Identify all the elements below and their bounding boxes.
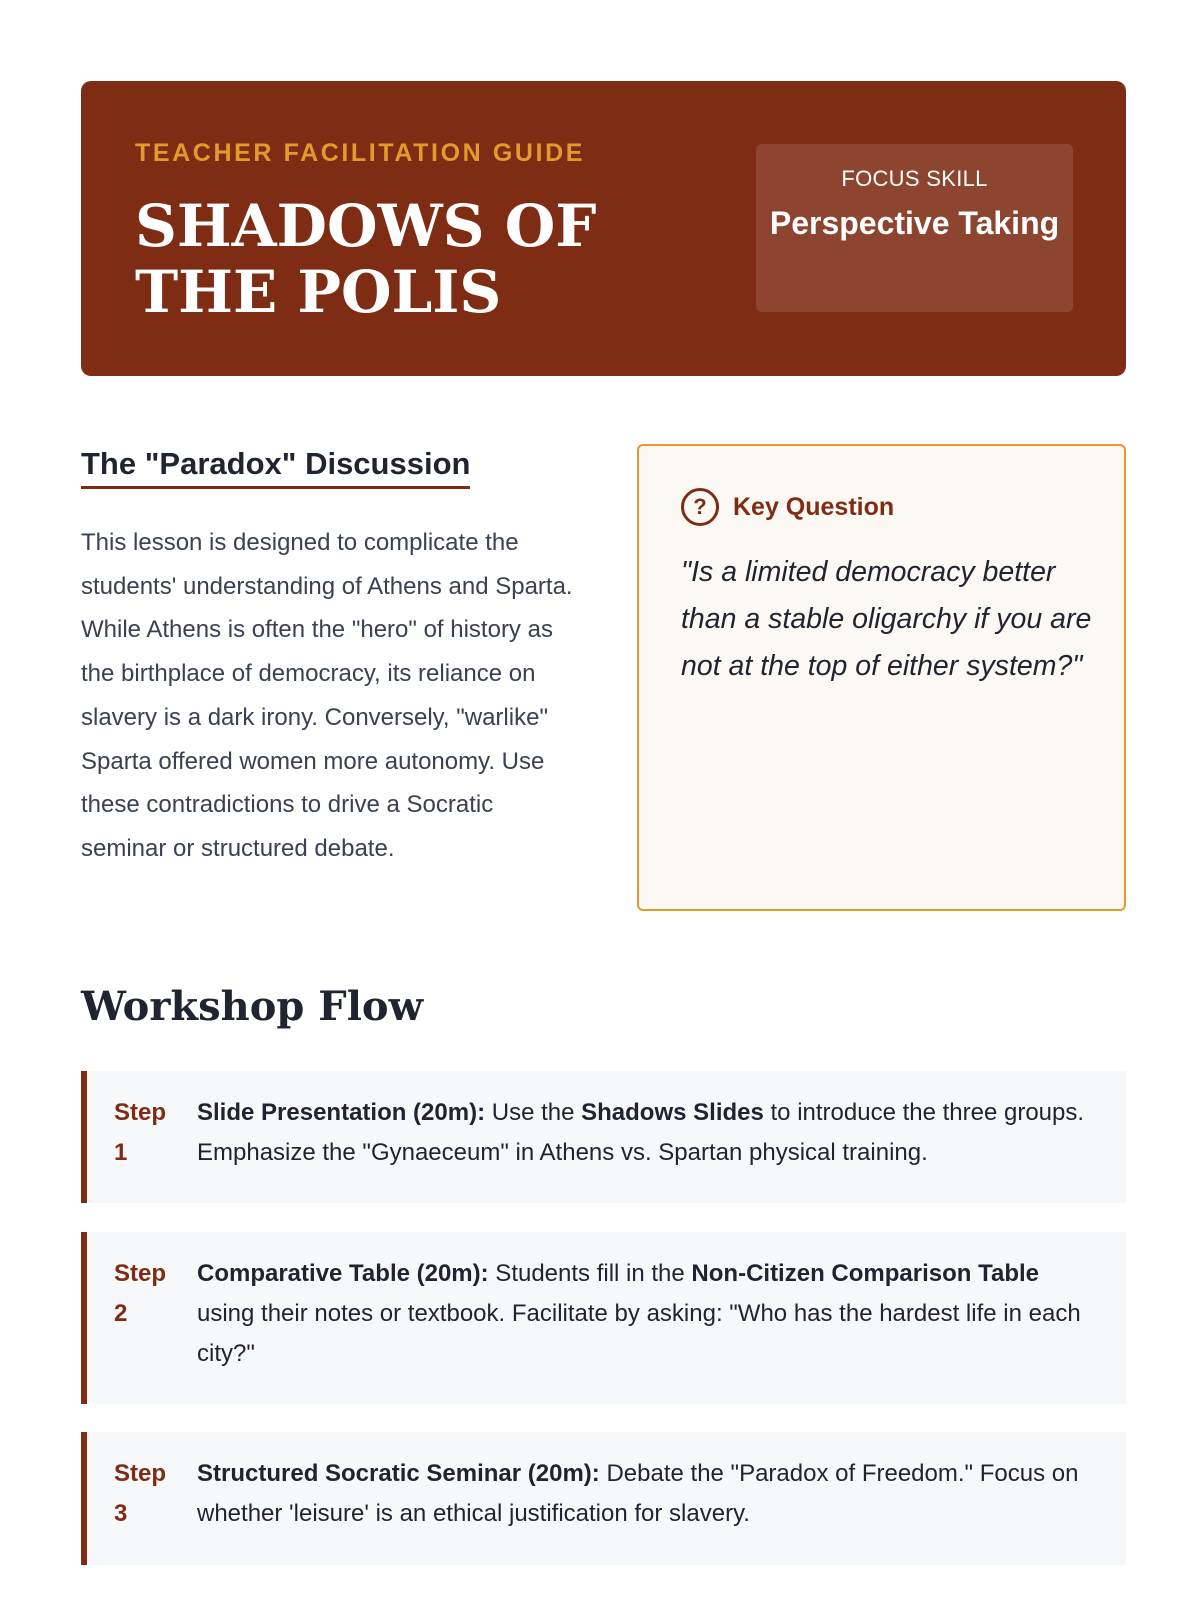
question-circle-icon: ? (681, 488, 719, 526)
key-question-label: Key Question (733, 492, 895, 521)
step-description (197, 1254, 1102, 1374)
step-title: Comparative Table (20m): (197, 1260, 489, 1287)
page-title: SHADOWS OF THE POLIS (135, 192, 597, 326)
step-card-1 (81, 1071, 1126, 1203)
step-card-2 (81, 1232, 1126, 1404)
step-text: using their notes or textbook. Facilitate by asking: "Who has the hardest life in each city?" (197, 1300, 1081, 1367)
step-description (197, 1093, 1102, 1173)
step-text: Use the (485, 1099, 582, 1126)
step-label: Step 2 (114, 1260, 167, 1327)
step-resource: Shadows Slides (581, 1099, 764, 1126)
step-title: Slide Presentation (20m): (197, 1099, 486, 1126)
focus-skill-card (756, 144, 1073, 312)
step-card-3 (81, 1432, 1126, 1565)
step-description (197, 1454, 1102, 1534)
intro-paragraph: This lesson is designed to complicate the students' understanding of Athens and Sparta. While Athens is often the "hero" of history as the birthplace of democracy, its reliance on slavery is a dark irony. Conversely, "warlike" Sparta offered women more autonomy. Use these contradictions to drive a Socratic seminar or structured debate. (81, 529, 573, 862)
section-heading-paradox: The "Paradox" Discussion (81, 446, 470, 489)
step-text: Debate the "Paradox of Freedom." Focus on whether 'leisure' is an ethical justification for slavery. (197, 1460, 1079, 1527)
guide-type-label: TEACHER FACILITATION GUIDE (135, 139, 585, 167)
step-text: Students fill in the (488, 1260, 692, 1287)
guide-header (81, 81, 1126, 376)
step-title: Structured Socratic Seminar (20m): (197, 1460, 600, 1487)
focus-skill-label: FOCUS SKILL (841, 166, 988, 191)
key-question-header (681, 488, 894, 526)
focus-skill-value: Perspective Taking (769, 205, 1060, 241)
step-resource: Non-Citizen Comparison Table (691, 1260, 1039, 1287)
key-question-card (637, 444, 1126, 911)
step-text: to introduce the three groups. Emphasize the "Gynaeceum" in Athens vs. Spartan physical training. (197, 1099, 1085, 1166)
step-label: Step 3 (114, 1460, 167, 1527)
workshop-flow-heading: Workshop Flow (81, 983, 424, 1030)
step-label: Step 1 (114, 1099, 167, 1166)
key-question-quote: "Is a limited democracy better than a stable oligarchy if you are not at the top of either system?" (681, 556, 1092, 682)
